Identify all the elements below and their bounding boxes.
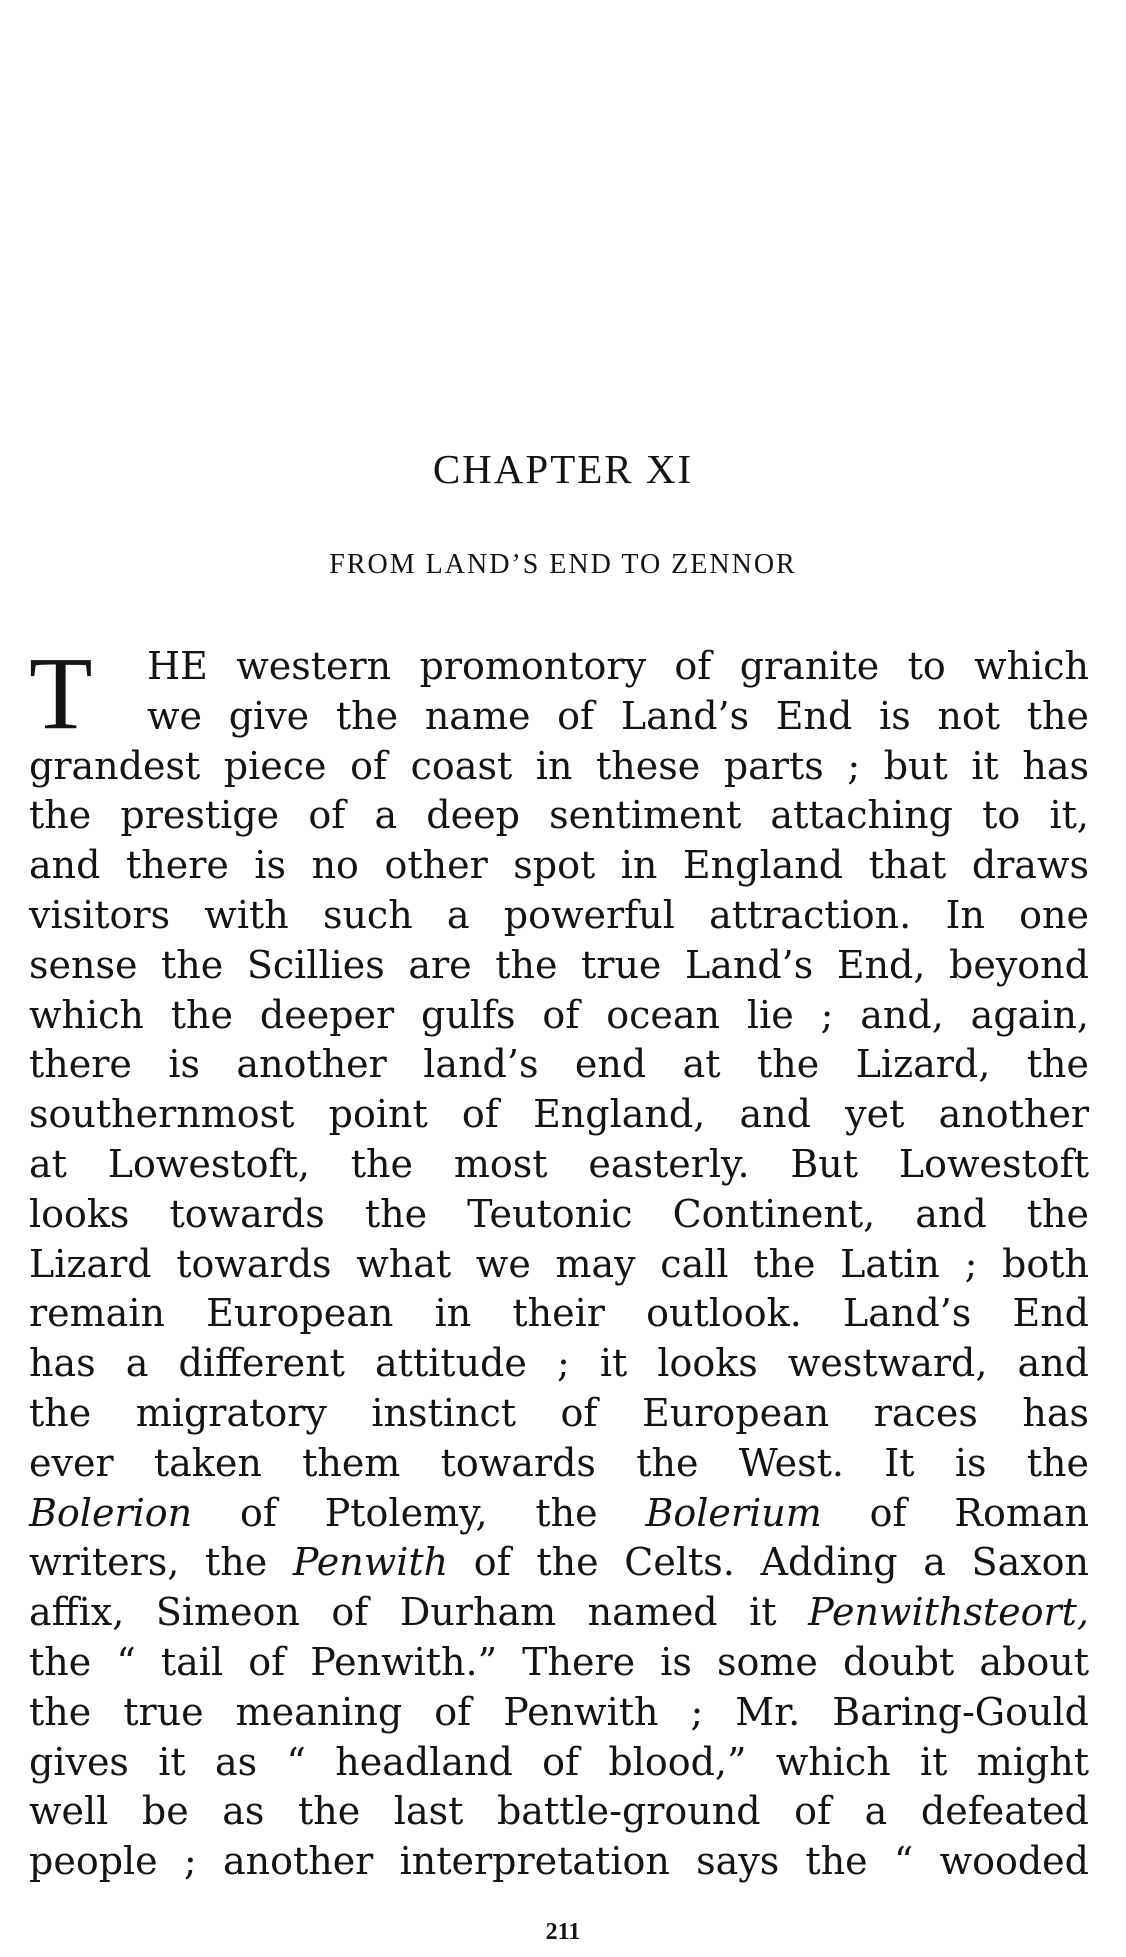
- body-paragraph: [29, 636, 1089, 1887]
- text-line: the “ tail of Penwith.” There is some doubt about: [29, 1639, 1089, 1684]
- text-line: there is another land’s end at the Lizard, the: [29, 1042, 1089, 1087]
- chapter-subtitle: FROM LAND’S END TO ZENNOR: [329, 549, 797, 580]
- chapter-title: CHAPTER XI: [432, 446, 694, 492]
- page-number: 211: [545, 1919, 581, 1945]
- text-line: HE western promontory of granite to which: [147, 644, 1089, 688]
- italic-bolerium: Bolerium: [645, 1490, 822, 1535]
- text-line: the migratory instinct of European races has: [29, 1390, 1089, 1435]
- italic-bolerion: Bolerion: [29, 1490, 193, 1535]
- text-line: the true meaning of Penwith ; Mr. Baring-Gould: [29, 1689, 1089, 1734]
- text-line: remain European in their outlook. Land’s End: [29, 1291, 1089, 1336]
- text-line: at Lowestoft, the most easterly. But Lowestoft: [29, 1141, 1089, 1186]
- text-segment: of Roman: [821, 1490, 1089, 1535]
- text-segment: of the Celts. Adding a Saxon: [448, 1540, 1089, 1585]
- italic-penwith: Penwith: [292, 1540, 449, 1585]
- text-line-penwithsteort: [29, 1588, 1089, 1638]
- text-segment: writers, the: [29, 1540, 293, 1585]
- text-line: sense the Scillies are the true Land’s End, beyond: [29, 942, 1089, 987]
- text-line: and there is no other spot in England that draws: [29, 843, 1089, 888]
- text-line: the prestige of a deep sentiment attaching to it,: [29, 793, 1089, 838]
- text-line: southernmost point of England, and yet another: [29, 1092, 1089, 1137]
- text-line: visitors with such a powerful attraction. In one: [29, 892, 1089, 937]
- text-line: people ; another interpretation says the “ wooded: [29, 1839, 1089, 1884]
- italic-penwithsteort: Penwithsteort,: [808, 1590, 1089, 1635]
- text-line: has a different attitude ; it looks westward, and: [29, 1341, 1089, 1386]
- text-line: gives it as “ headland of blood,” which it might: [29, 1739, 1089, 1784]
- text-line: Lizard towards what we may call the Latin ; both: [29, 1241, 1089, 1286]
- text-line-penwith: [29, 1538, 1089, 1588]
- text-line: ever taken them towards the West. It is the: [29, 1440, 1089, 1485]
- text-line: looks towards the Teutonic Continent, and the: [29, 1191, 1089, 1236]
- text-line: which the deeper gulfs of ocean lie ; and, again,: [29, 992, 1089, 1037]
- text-segment: affix, Simeon of Durham named it: [29, 1590, 809, 1635]
- text-segment: of Ptolemy, the: [192, 1490, 646, 1535]
- text-line-italic-names: [29, 1489, 1089, 1539]
- text-line: grandest piece of coast in these parts ; but it has: [29, 743, 1089, 788]
- text-line: we give the name of Land’s End is not the: [147, 693, 1089, 738]
- text-line: well be as the last battle-ground of a defeated: [29, 1789, 1089, 1834]
- drop-cap: T: [29, 636, 93, 751]
